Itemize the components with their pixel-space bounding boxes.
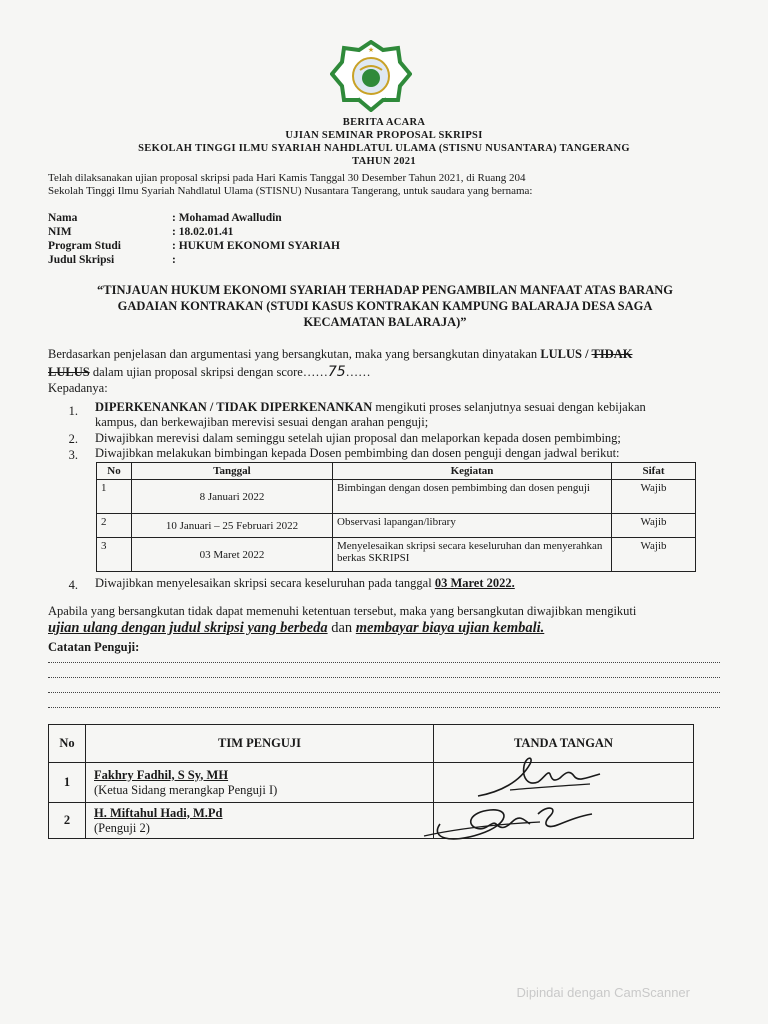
result-line-1	[48, 347, 738, 362]
examiner-name: Fakhry Fadhil, S Sy, MH	[94, 767, 229, 782]
item-number-2: 2.	[68, 432, 78, 446]
nama-value: : Mohamad Awalludin	[172, 212, 282, 224]
item-1-rest: mengikuti proses selanjutnya sesuai dengan kebijakan	[372, 400, 646, 414]
note-line	[48, 677, 720, 678]
svg-text:★: ★	[382, 96, 389, 104]
item-1-bold: DIPERKENANKAN / TIDAK DIPERKENANKAN	[95, 400, 373, 414]
row-kegiatan: Menyelesaikan skripsi secara keseluruhan dan menyerahkan berkas SKRIPSI	[333, 538, 612, 572]
row-sifat: Wajib	[612, 538, 696, 572]
col-tanda-tangan: TANDA TANGAN	[434, 725, 694, 763]
warning-and: dan	[327, 620, 356, 636]
nim-value: : 18.02.01.41	[172, 226, 234, 238]
nama-label: Nama	[48, 212, 78, 224]
row-tanggal: 8 Januari 2022	[132, 480, 333, 514]
kepadanya-label: Kepadanya:	[48, 381, 108, 395]
result-text: Berdasarkan penjelasan dan argumentasi yang bersangkutan, maka yang bersangkutan dinyatakan	[48, 347, 541, 361]
thesis-title-line-2: GADAIAN KONTRAKAN (STUDI KASUS KONTRAKAN KAMPUNG BALARAJA DESA SAGA	[117, 299, 653, 313]
warning-fee: membayar biaya ujian kembali.	[355, 620, 545, 636]
doc-subtitle: UJIAN SEMINAR PROPOSAL SKRIPSI	[285, 130, 483, 141]
judul-value: :	[172, 254, 176, 266]
warning-retest: ujian ulang dengan judul skripsi yang berbeda	[48, 620, 328, 636]
schedule-table	[96, 462, 696, 572]
note-line	[48, 692, 720, 693]
item-2: Diwajibkan merevisi dalam seminggu setelah ujian proposal dan melaporkan kepada dosen pembimbing;	[95, 431, 621, 445]
score-text: dalam ujian proposal skripsi dengan score……	[89, 365, 328, 379]
examiner-cell	[86, 803, 434, 839]
judul-label: Judul Skripsi	[48, 254, 115, 266]
examiner-role: (Ketua Sidang merangkap Penguji I)	[94, 782, 278, 797]
col-no: No	[97, 463, 132, 480]
intro-line-1: Telah dilaksanakan ujian proposal skripsi pada Hari Kamis Tanggal 30 Desember Tahun 2021, di Ruang 204	[48, 172, 526, 184]
svg-text:★: ★	[367, 46, 375, 54]
row-tanggal: 03 Maret 2022	[132, 538, 333, 572]
tidak-struck: TIDAK	[591, 347, 633, 361]
score-dots: ……	[345, 365, 371, 379]
item-1	[95, 400, 735, 415]
item-number-3: 3.	[68, 448, 78, 462]
schedule-header-row	[97, 463, 696, 480]
result-line-2	[48, 364, 371, 380]
intro-line-2: Sekolah Tinggi Ilmu Syariah Nahdlatul Ulama (STISNU) Nusantara Tangerang, untuk saudara yang bernama:	[48, 185, 533, 197]
examiner-cell	[86, 763, 434, 803]
item-3: Diwajibkan melakukan bimbingan kepada Dosen pembimbing dan dosen penguji dengan jadwal berikut:	[95, 446, 620, 460]
doc-year: TAHUN 2021	[352, 156, 416, 167]
col-kegiatan: Kegiatan	[333, 463, 612, 480]
lulus-option: LULUS /	[540, 347, 592, 361]
row-no: 1	[97, 480, 132, 514]
examiner-no: 1	[49, 763, 86, 803]
row-kegiatan: Observasi lapangan/library	[333, 514, 612, 538]
table-row	[97, 538, 696, 572]
item-4-text: Diwajibkan menyelesaikan skripsi secara keseluruhan pada tanggal	[95, 576, 435, 590]
col-no: No	[49, 725, 86, 763]
warning-line-2	[48, 620, 544, 637]
examiner-name: H. Miftahul Hadi, M.Pd	[94, 805, 223, 820]
item-number-4: 4.	[68, 578, 78, 592]
row-tanggal: 10 Januari – 25 Februari 2022	[132, 514, 333, 538]
row-no: 2	[97, 514, 132, 538]
table-row	[97, 480, 696, 514]
thesis-title-line-1: “TINJAUAN HUKUM EKONOMI SYARIAH TERHADAP PENGAMBILAN MANFAAT ATAS BARANG	[97, 283, 673, 297]
stisnu-logo	[330, 40, 412, 112]
row-kegiatan: Bimbingan dengan dosen pembimbing dan dosen penguji	[333, 480, 612, 514]
prodi-value: : HUKUM EKONOMI SYARIAH	[172, 240, 340, 252]
nim-label: NIM	[48, 226, 72, 238]
prodi-label: Program Studi	[48, 240, 121, 252]
deadline-date: 03 Maret 2022.	[434, 576, 515, 590]
institution-name: SEKOLAH TINGGI ILMU SYARIAH NAHDLATUL ULAMA (STISNU NUSANTARA) TANGERANG	[138, 143, 630, 154]
note-line	[48, 707, 720, 708]
table-row	[97, 514, 696, 538]
examiner-no: 2	[49, 803, 86, 839]
camscanner-watermark: Dipindai dengan CamScanner	[516, 985, 690, 1000]
lulus-struck: LULUS	[48, 365, 90, 379]
col-sifat: Sifat	[612, 463, 696, 480]
item-number-1: 1.	[68, 404, 78, 418]
row-no: 3	[97, 538, 132, 572]
row-sifat: Wajib	[612, 514, 696, 538]
warning-line-1: Apabila yang bersangkutan tidak dapat memenuhi ketentuan tersebut, maka yang bersangkutan diwajibkan mengikuti	[48, 604, 637, 618]
thesis-title-line-3: KECAMATAN BALARAJA)”	[303, 315, 467, 329]
col-tim-penguji: TIM PENGUJI	[86, 725, 434, 763]
signature-2	[420, 794, 600, 846]
svg-text:★: ★	[356, 96, 363, 104]
col-tanggal: Tanggal	[132, 463, 333, 480]
item-1-line-2: kampus, dan berkewajiban merevisi sesuai dengan arahan penguji;	[95, 415, 429, 429]
catatan-label: Catatan Penguji:	[48, 640, 140, 654]
doc-title: BERITA ACARA	[342, 117, 426, 128]
score-value: 75	[327, 364, 346, 380]
row-sifat: Wajib	[612, 480, 696, 514]
examiner-role: (Penguji 2)	[94, 820, 150, 835]
note-line	[48, 662, 720, 663]
item-4	[95, 576, 515, 591]
